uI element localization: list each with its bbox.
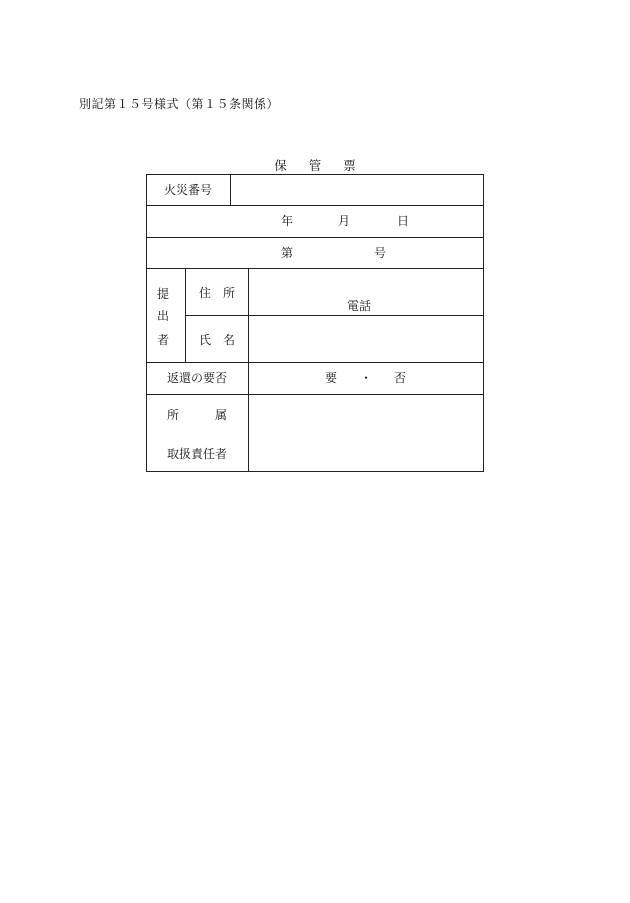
return-option-separator: ・ <box>359 371 373 385</box>
affiliation-label-char: 属 <box>214 408 228 422</box>
return-option-no[interactable]: 否 <box>393 371 407 385</box>
form-title: 保管票 <box>274 158 378 173</box>
phone-label: 電話 <box>346 299 372 313</box>
name-field[interactable] <box>255 324 475 354</box>
name-label-char: 氏 <box>198 333 212 347</box>
storage-slip-form <box>146 174 484 472</box>
row-divider <box>147 362 483 363</box>
number-prefix-label: 第 <box>280 246 294 260</box>
address-label-char: 所 <box>222 286 236 300</box>
address-field[interactable] <box>255 278 475 298</box>
column-divider <box>230 175 231 205</box>
affiliation-label-char: 所 <box>166 408 180 422</box>
number-suffix-label: 号 <box>373 246 387 260</box>
handler-label: 取扱責任者 <box>166 447 228 461</box>
return-option-yes[interactable]: 要 <box>324 371 338 385</box>
row-divider <box>147 237 483 238</box>
column-divider <box>248 268 249 471</box>
fire-number-field[interactable] <box>237 178 477 202</box>
submitter-label-char: 提 <box>156 287 170 301</box>
submitter-label-char: 者 <box>156 333 170 347</box>
handler-field[interactable] <box>255 403 475 463</box>
date-month-label: 月 <box>337 214 351 228</box>
row-divider <box>147 268 483 269</box>
fire-number-label: 火災番号 <box>163 183 213 197</box>
return-label: 返還の要否 <box>166 371 228 385</box>
date-year-label: 年 <box>280 214 294 228</box>
date-day-label: 日 <box>396 214 410 228</box>
name-label-char: 名 <box>222 333 236 347</box>
row-divider <box>185 315 483 316</box>
address-label-char: 住 <box>198 286 212 300</box>
row-divider <box>147 394 483 395</box>
column-divider <box>185 268 186 362</box>
submitter-label-char: 出 <box>156 309 170 323</box>
row-divider <box>147 205 483 206</box>
form-style-note: 別記第１５号様式（第１５条関係） <box>79 97 280 111</box>
